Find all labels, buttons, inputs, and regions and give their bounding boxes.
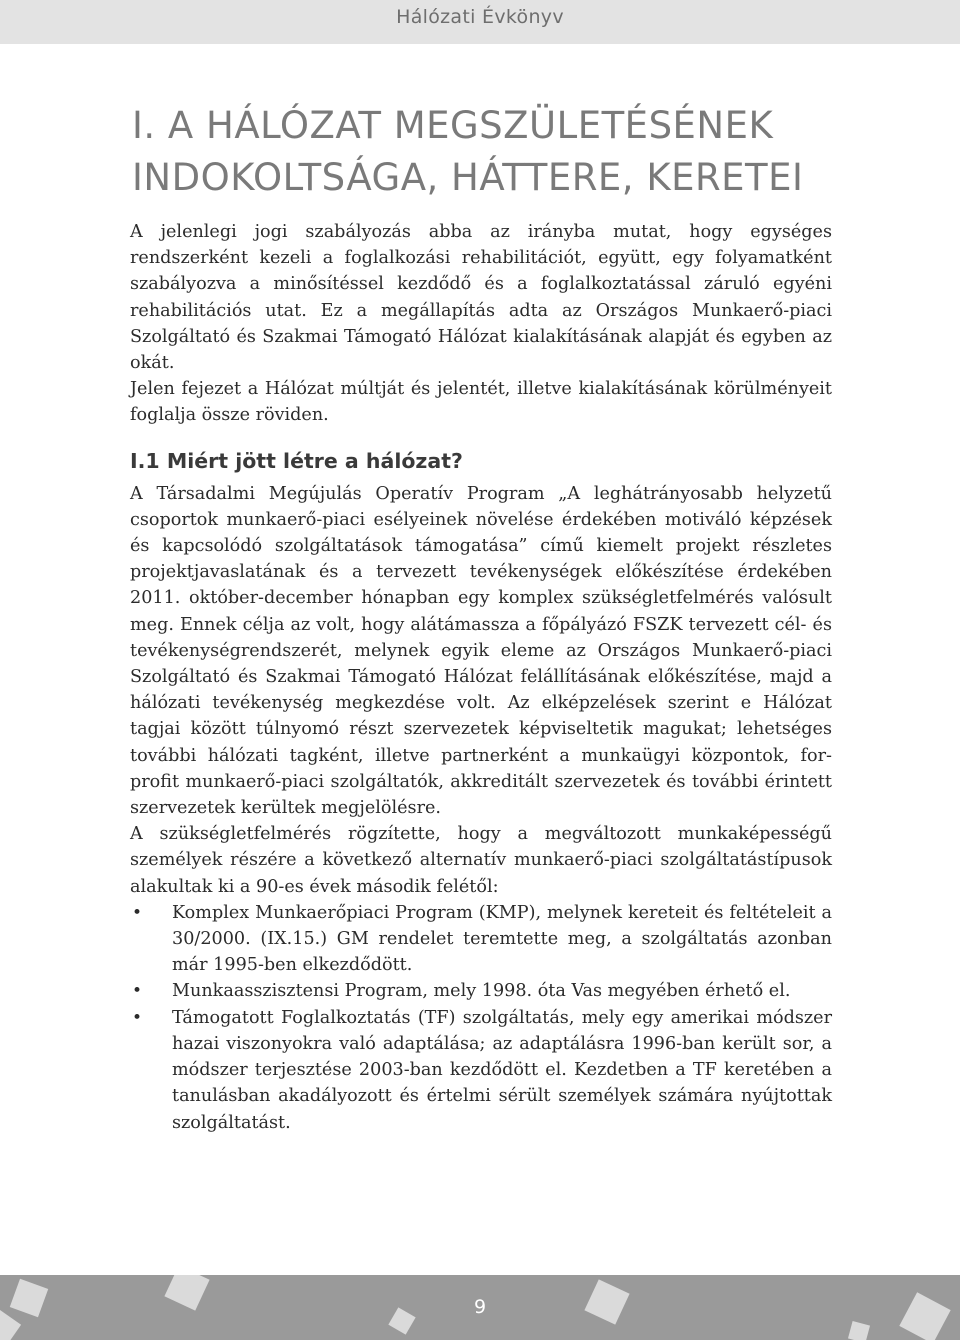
section-heading: I.1 Miért jött létre a hálózat?	[130, 448, 463, 473]
section-paragraph-1: A Társadalmi Megújulás Operatív Program „A leghátrányosabb helyzetű csoportok munkaerő-piaci esélyeinek növelése érdekében motiváló képzések és kapcsolódó szolgáltatások támogatása” című kiemelt projekt részletes projektjavaslatának és a tervezett tevékenységek előkészítése érdekében 2011. október-december hónapban egy komplex szükségletfelmérés valósult meg. Ennek célja az volt, hogy alátámassza a főpályázó FSZK tervezett cél- és tevékenységrendszerét, melynek egyik eleme az Országos Munkaerő-piaci Szolgáltató és Szakmai Támogató Hálózat felállításának előkészítése, majd a hálózati tevékenység megkezdése volt. Az elképzelések szerint e Hálózat tagjai között túlnyomó részt szervezetek képviseltetik magukat; lehetséges további hálózati tagként, illetve partnerként a munkaügyi központok, for-profit munkaerő-piaci szolgáltatók, akkreditált szervezetek és további érintett szervezetek kerültek megjelölésre.	[130, 483, 832, 819]
decorative-square-icon	[848, 1321, 870, 1340]
chapter-title-line1: I. A HÁLÓZAT MEGSZÜLETÉSÉNEK	[132, 104, 774, 147]
list-item-text: Munkaasszisztensi Program, mely 1998. óta Vas megyében érhető el.	[172, 981, 791, 1002]
list-item-text: Támogatott Foglalkoztatás (TF) szolgáltatás, mely egy amerikai módszer hazai viszonyokra való adaptálása; az adaptálásra 1996-ban került sor, a módszer terjesztése 2003-ban kezdődött el. Kezdetben a TF keretében a tanulásban akadályozott és értelmi sérült személyek számára nyújtottak szolgáltatást.	[172, 1007, 832, 1133]
page-body	[130, 219, 832, 1136]
bullet-icon: •	[132, 981, 143, 1002]
list-item	[130, 978, 832, 1004]
bullet-icon: •	[132, 902, 143, 923]
running-header-title: Hálózati Évkönyv	[396, 6, 564, 28]
intro-paragraph-2: Jelen fejezet a Hálózat múltját és jelentét, illetve kialakításának körülményeit foglalja össze röviden.	[130, 379, 832, 426]
intro-paragraph-1: A jelenlegi jogi szabályozás abba az irányba mutat, hogy egységes rendszerként kezeli a foglalkozási rehabilitációt, együtt, egy folyamatként szabályozva a minősítéssel kezdődő és a foglalkoztatással záruló egyéni rehabilitációs utat. Ez a megállapítás adta az Országos Munkaerő-piaci Szolgáltató és Szakmai Támogató Hálózat kialakításának alapját és egyben az okát.	[130, 222, 832, 374]
page-number: 9	[473, 1296, 487, 1318]
service-type-list	[130, 900, 832, 1136]
list-item	[130, 900, 832, 979]
bullet-icon: •	[132, 1007, 143, 1028]
list-item	[130, 1005, 832, 1136]
list-item-text: Komplex Munkaerőpiaci Program (KMP), melynek kereteit és feltételeit a 30/2000. (IX.15.) GM rendelet teremtette meg, a szolgáltatás azonban már 1995-ben elkezdődött.	[172, 902, 832, 976]
chapter-title	[132, 100, 852, 204]
chapter-title-line2: INDOKOLTSÁGA, HÁTTERE, KERETEI	[132, 156, 804, 199]
section-paragraph-2: A szükségletfelmérés rögzítette, hogy a megváltozott munkaképességű személyek részére a következő alternatív munkaerő-piaci szolgáltatástípusok alakultak ki a 90-es évek második felétől:	[130, 824, 832, 897]
